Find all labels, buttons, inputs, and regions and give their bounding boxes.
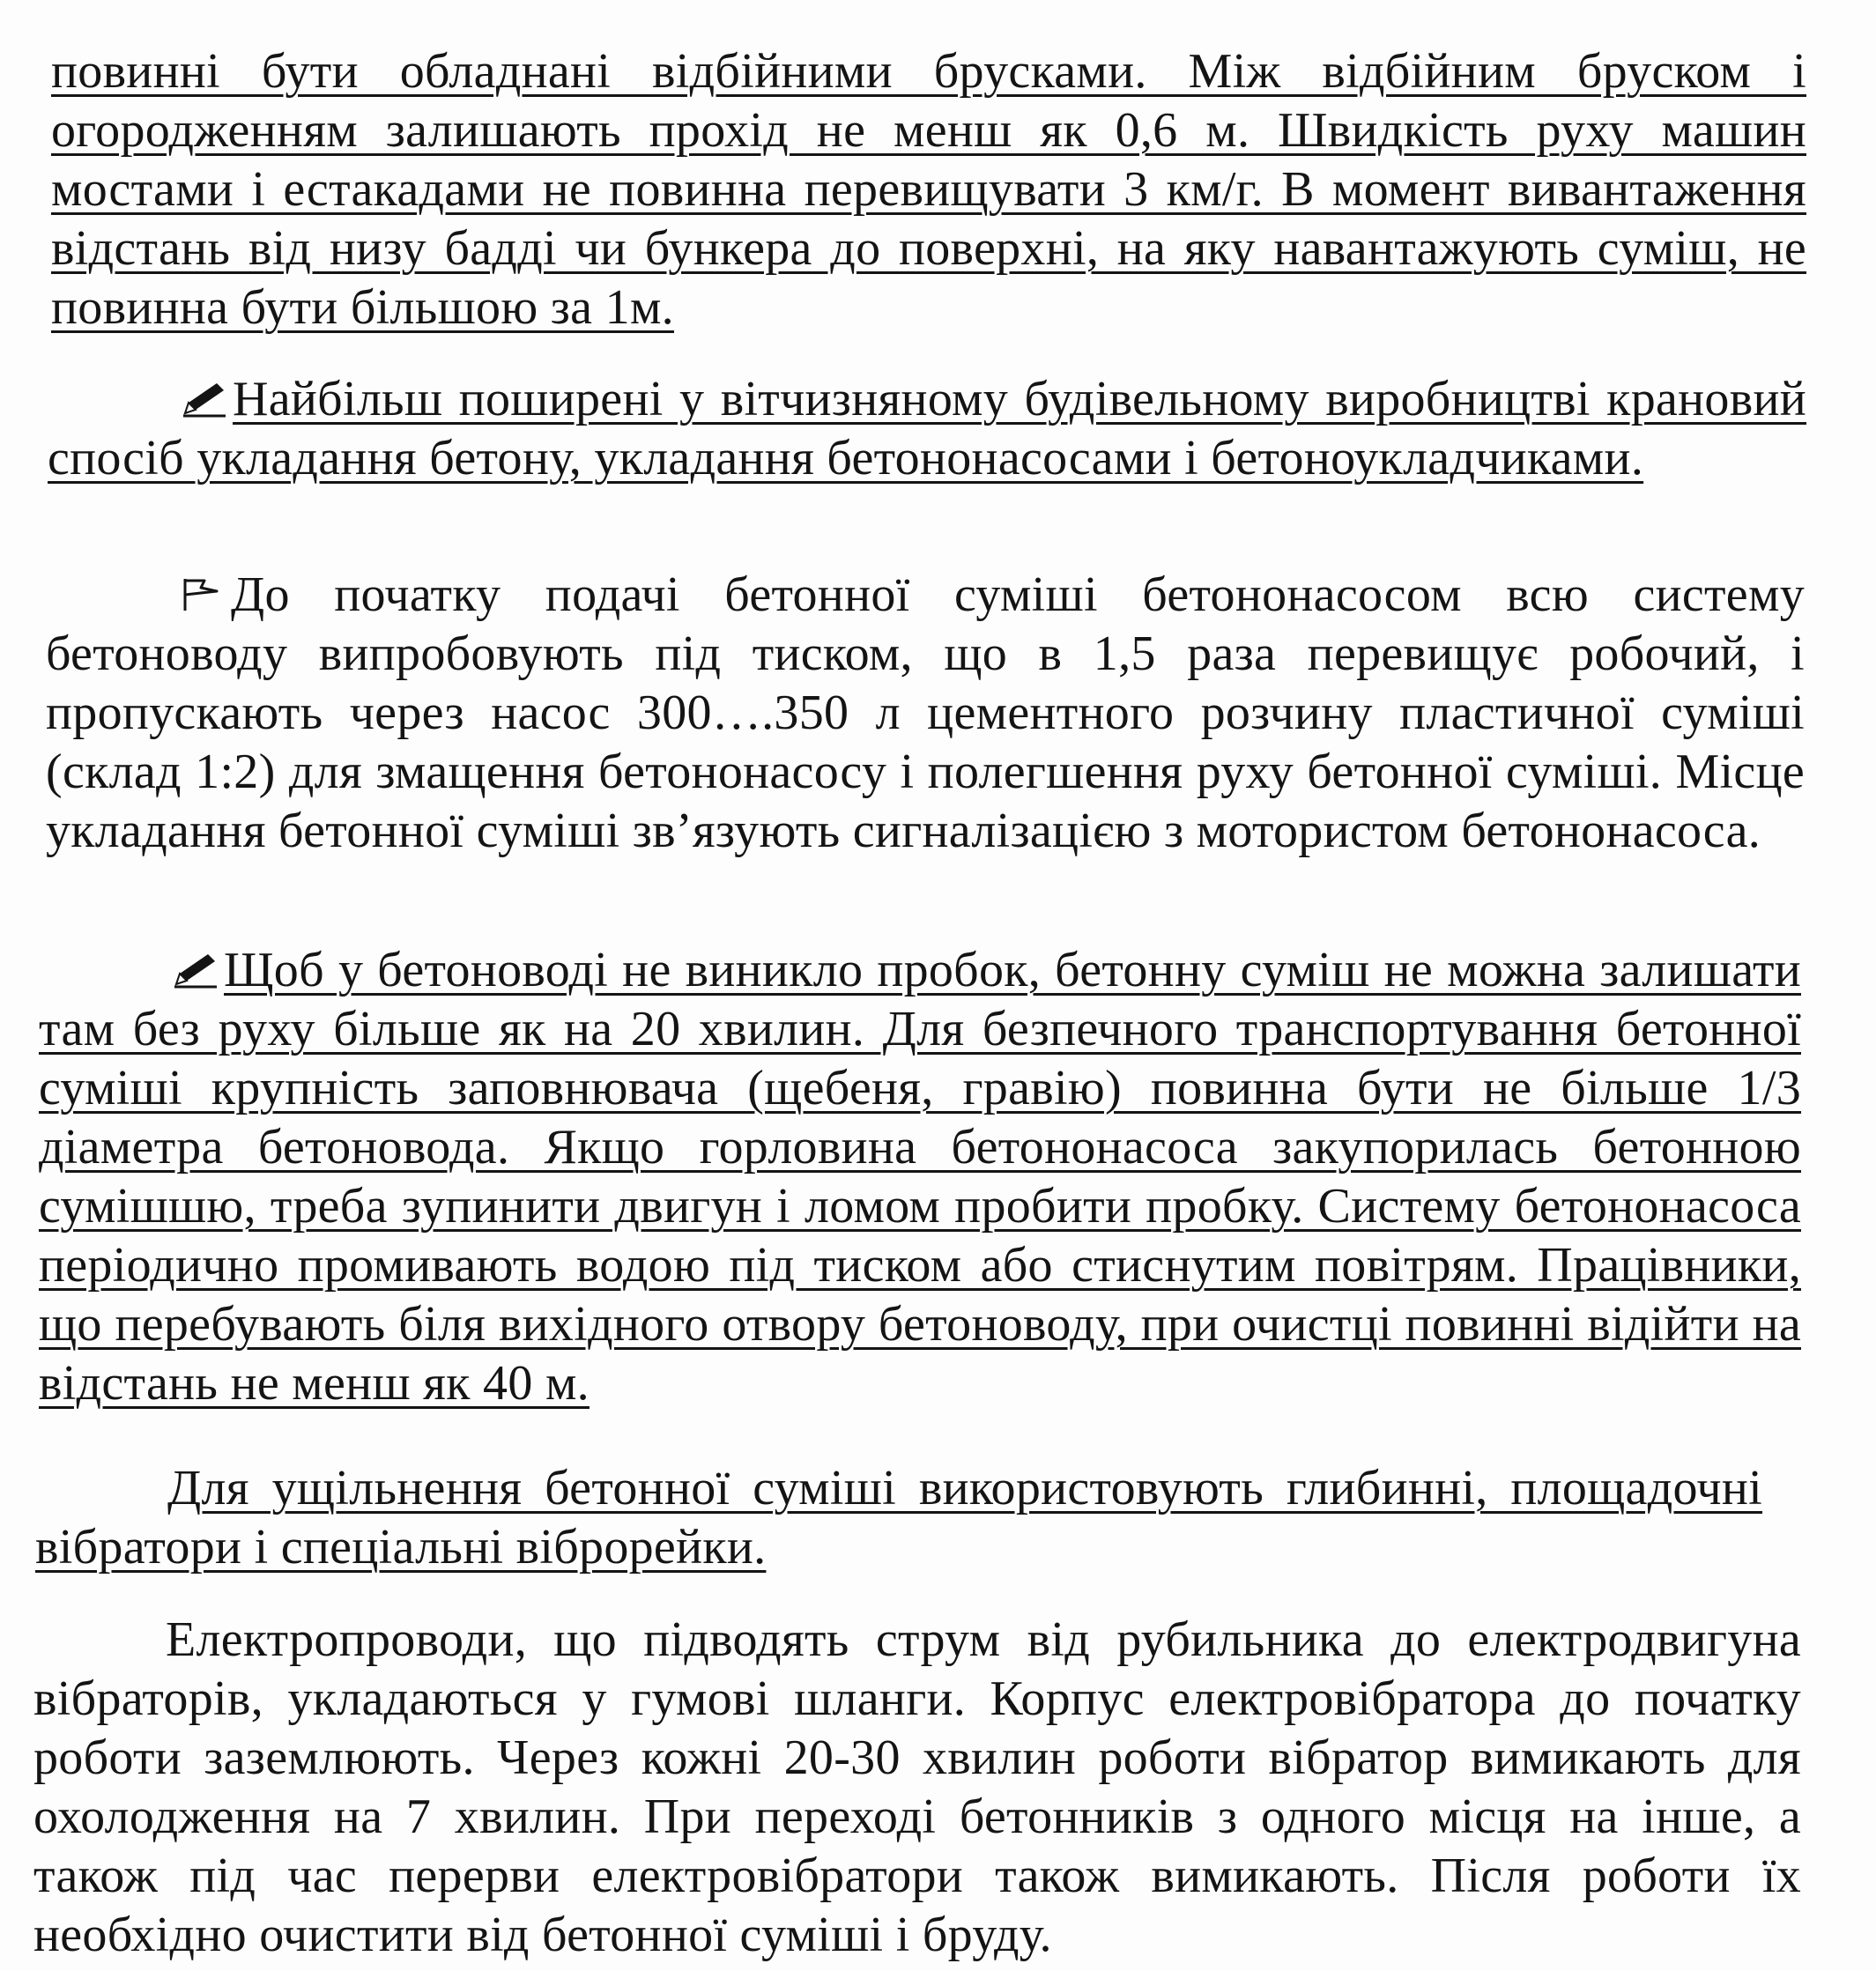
paragraph-electrical-safety-text: Електропроводи, що підводять струм від рубильника до електродвигуна вібраторів, укладаються у гумові шланги. Корпус електровібратора до початку роботи заземлюють. Через кожні 20-30 хвилин роботи вібратор вимикають для охолодження на 7 хвилин. При переході бетонників з одного місця на інше, а також під час перерви електровібратори також вимикають. Після роботи їх необхідно очистити від бетонної суміші і бруду. (33, 1612, 1801, 1962)
paragraph-pump-preparation (46, 566, 1805, 861)
paragraph-pump-preparation-text: До початку подачі бетонної суміші бетононасосом всю систему бетоноводу випробовують під тиском, що в 1,5 раза перевищує робочий, і пропускають через насос 300….350 л цементного розчину пластичної суміші (склад 1:2) для змащення бетононасосу і полегшення руху бетонної суміші. Місце укладання бетонної суміші зв’язують сигналізацією з мотористом бетононасоса. (46, 567, 1805, 858)
paragraph-pipeline-plugs-text: Щоб у бетоноводі не виникло пробок, бетонну суміш не можна залишати там без руху більше як на 20 хвилин. Для безпечного транспортування бетонної суміші крупність заповнювача (щебеня, гравію) повинна бути не більше 1/3 діаметра бетоновода. Якщо горловина бетононасоса закупорилась бетонною сумішшю, треба зупинити двигун і ломом пробити пробку. Систему бетононасоса періодично промивають водою під тиском або стиснутим повітрям. Працівники, що перебувають біля вихідного отвору бетоноводу, при очистці повинні відійти на відстань не менш як 40 м. (39, 943, 1801, 1411)
paragraph-concrete-methods-text: Найбільш поширені у вітчизняному будівельному виробництві крановий спосіб укладання бетону, укладання бетононасосами і бетоноукладчиками. (48, 372, 1806, 485)
paragraph-vibrators-text: Для ущільнення бетонної суміші використовують глибинні, площадочні вібратори і спеціальні віброрейки. (35, 1461, 1762, 1575)
paragraph-concrete-methods (48, 370, 1806, 488)
pencil-icon (171, 949, 222, 989)
paragraph-pipeline-plugs (39, 941, 1801, 1413)
pencil-icon (180, 378, 231, 419)
paragraph-vibrators (35, 1459, 1762, 1577)
paragraph-bridge-safety (51, 42, 1806, 337)
paragraph-bridge-safety-text: повинні бути обладнані відбійними брусками. Між відбійним бруском і огородженням залишають прохід не менш як 0,6 м. Швидкість руху машин мостами і естакадами не повинна перевищувати 3 км/г. В момент вивантаження відстань від низу бадді чи бункера до поверхні, на яку навантажують суміш, не повинна бути більшою за 1м. (51, 44, 1806, 335)
flag-icon (178, 574, 229, 614)
paragraph-electrical-safety (33, 1611, 1801, 1965)
